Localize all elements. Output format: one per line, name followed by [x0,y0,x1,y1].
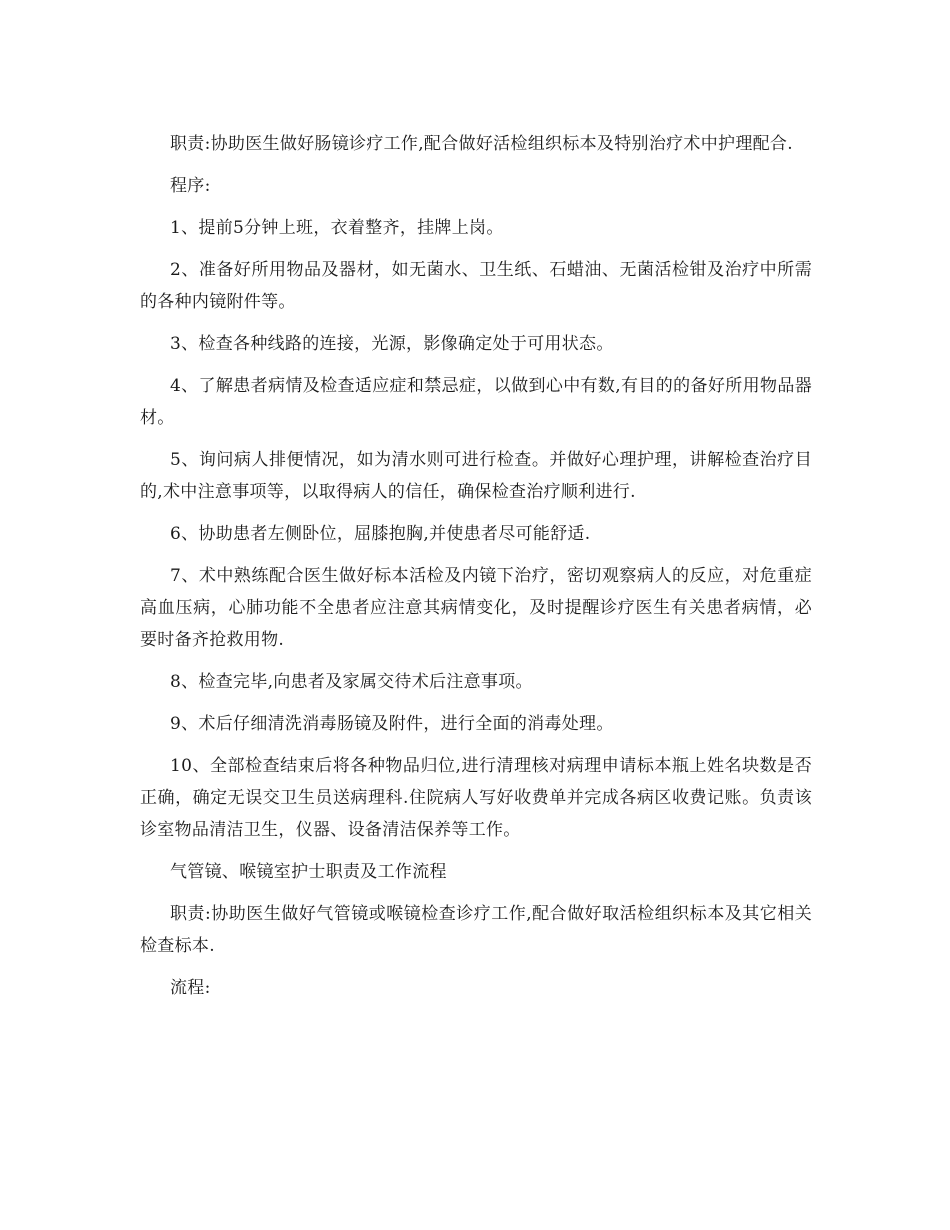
paragraph-step-5: 5、询问病人排便情况，如为清水则可进行检查。并做好心理护理，讲解检查治疗目的,术中注意事项等，以取得病人的信任，确保检查治疗顺利进行. [140,450,812,502]
paragraph-duty-bronchoscopy: 职责:协助医生做好气管镜或喉镜检查诊疗工作,配合做好取活检组织标本及其它相关检查标本. [140,904,812,956]
paragraph-step-4: 4、了解患者病情及检查适应症和禁忌症，以做到心中有数,有目的的备好所用物品器材。 [140,376,812,428]
paragraph-step-3: 3、检查各种线路的连接，光源，影像确定处于可用状态。 [170,334,614,354]
paragraph-procedure-heading: 程序: [170,176,211,196]
section-heading-bronchoscopy: 气管镜、喉镜室护士职责及工作流程 [170,862,447,882]
paragraph-step-10: 10、全部检查结束后将各种物品归位,进行清理核对病理申请标本瓶上姓名块数是否正确，确定无误交卫生员送病理科.住院病人写好收费单并完成各病区收费记账。负责该诊室物品清洁卫生，仪器、设备清洁保养等工作。 [140,756,812,840]
paragraph-flow-heading: 流程: [170,978,211,998]
paragraph-duty-colonoscopy: 职责:协助医生做好肠镜诊疗工作,配合做好活检组织标本及特别治疗术中护理配合. [170,134,793,154]
document-body [140,128,812,1014]
paragraph-step-9: 9、术后仔细清洗消毒肠镜及附件，进行全面的消毒处理。 [170,714,614,734]
paragraph-step-6: 6、协助患者左侧卧位，屈膝抱胸,并使患者尽可能舒适. [170,524,591,544]
paragraph-step-8: 8、检查完毕,向患者及家属交待术后注意事项。 [170,672,533,692]
paragraph-step-1: 1、提前5分钟上班，衣着整齐，挂牌上岗。 [170,218,504,238]
paragraph-step-7: 7、术中熟练配合医生做好标本活检及内镜下治疗，密切观察病人的反应，对危重症高血压病，心肺功能不全患者应注意其病情变化，及时提醒诊疗医生有关患者病情，必要时备齐抢救用物. [140,566,812,650]
paragraph-step-2: 2、准备好所用物品及器材，如无菌水、卫生纸、石蜡油、无菌活检钳及治疗中所需的各种内镜附件等。 [140,260,812,312]
